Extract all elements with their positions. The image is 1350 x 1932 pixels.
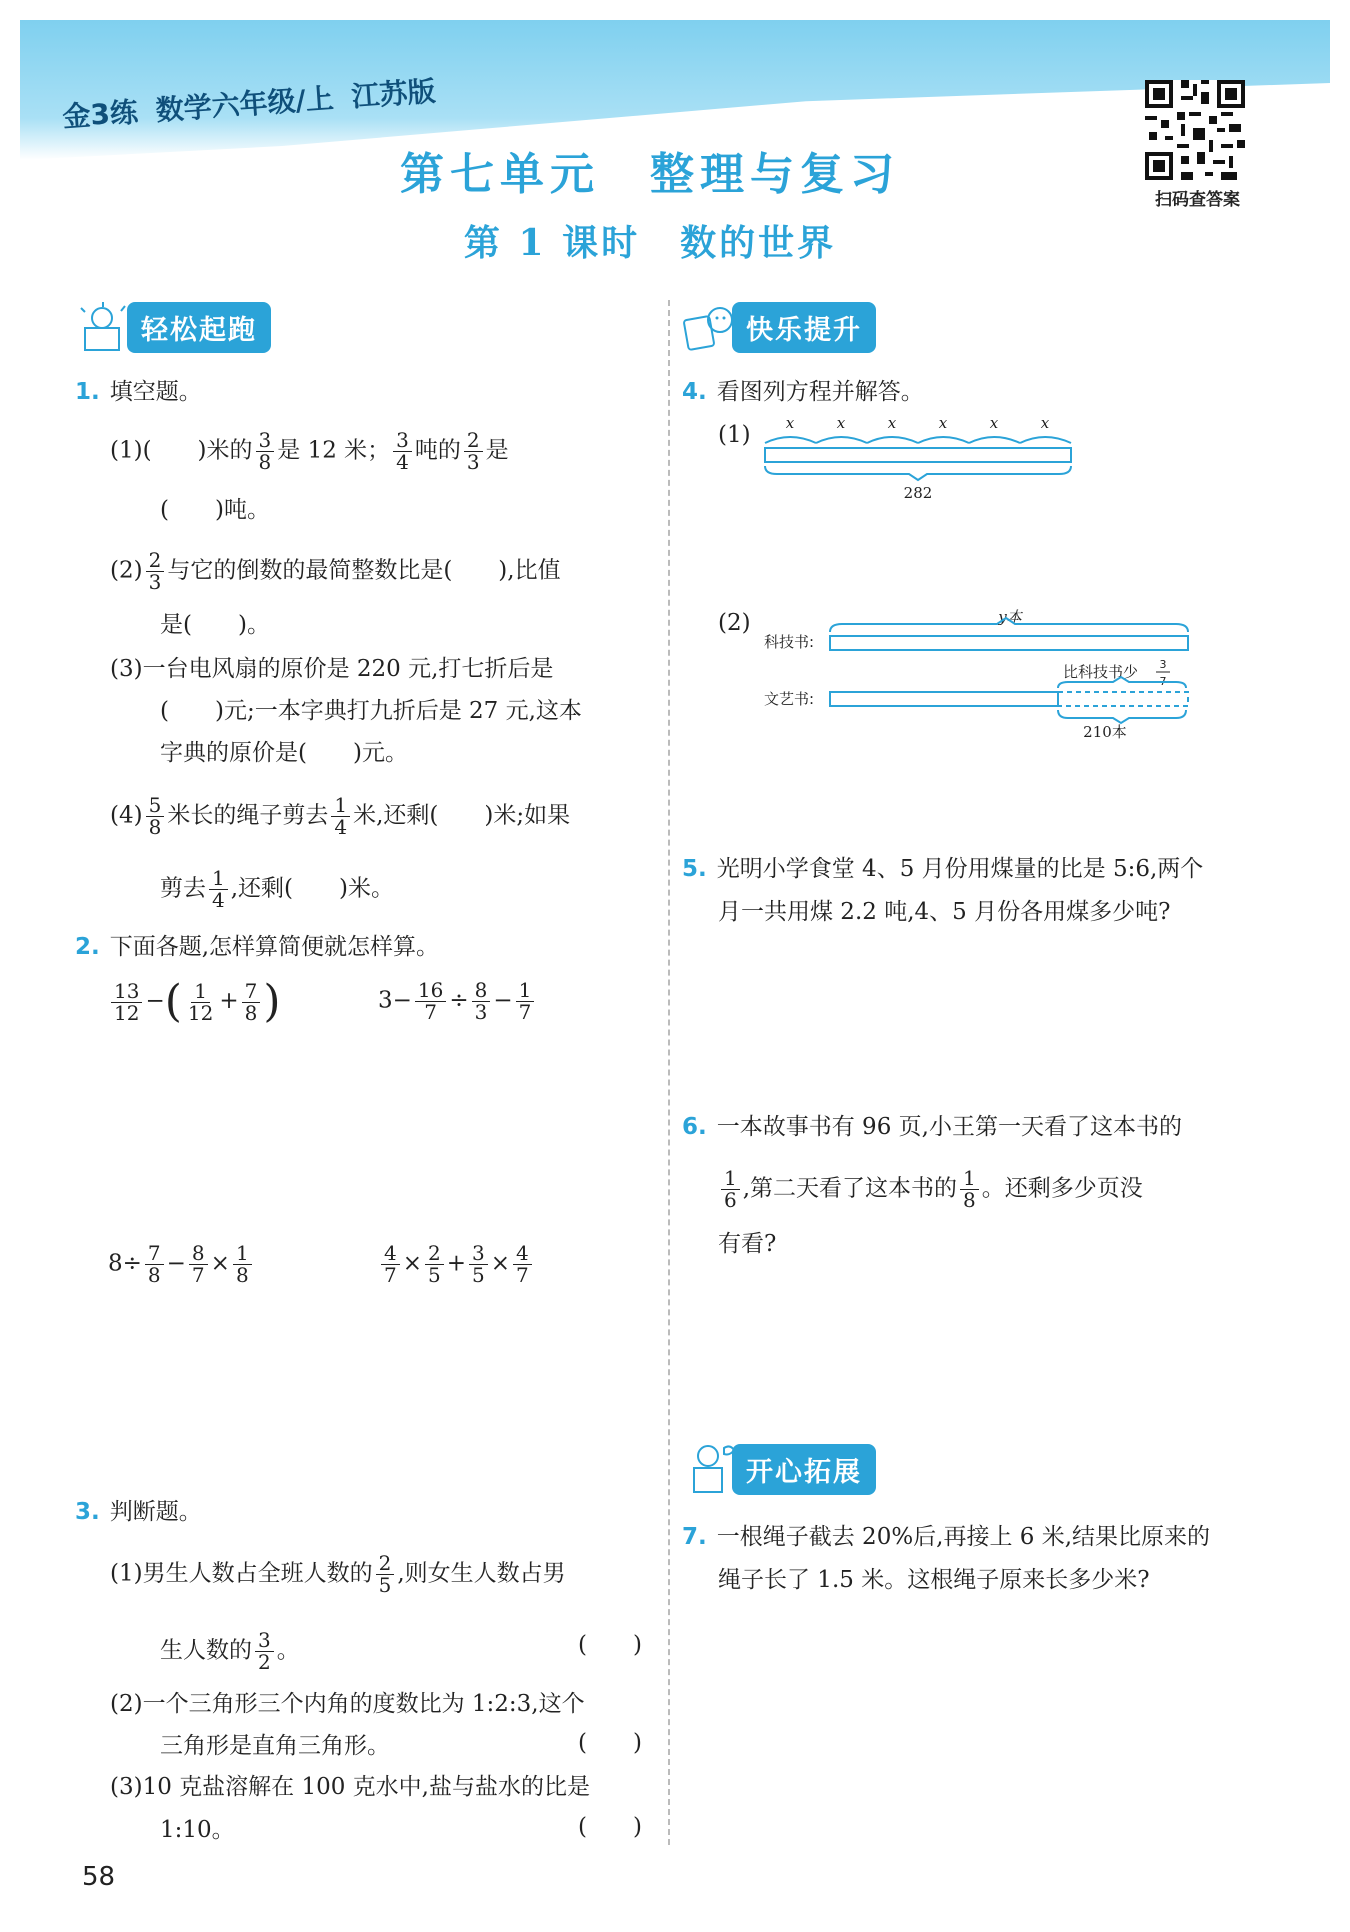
fraction <box>381 1243 400 1286</box>
text: 吨的 <box>414 437 461 464</box>
fraction <box>331 795 350 838</box>
lesson-number: 1 <box>518 222 547 264</box>
answer-blank[interactable]: ( ) <box>578 1814 642 1840</box>
fraction <box>242 978 261 1025</box>
text: 米长的绳子剪去 <box>167 802 329 829</box>
denominator: 7 <box>191 1263 205 1287</box>
q3-stem <box>75 1495 202 1529</box>
var-label: x <box>1040 414 1050 432</box>
fraction <box>513 1243 532 1286</box>
numerator: 7 <box>145 1243 164 1265</box>
denominator: 12 <box>187 1000 214 1025</box>
var-label: x <box>785 414 795 432</box>
q5-line2: 月一共用煤 2.2 吨,4、5 月份各用煤多少吨? <box>718 899 1171 925</box>
numerator: 13 <box>111 981 142 1003</box>
less-fraction-numerator: 3 <box>1159 658 1167 671</box>
q3-part3-line2: 1:10。 <box>160 1817 235 1843</box>
question-text: 一根绳子截去 20%后,再接上 6 米,结果比原来的 <box>716 1524 1211 1550</box>
lesson-title <box>0 215 1300 266</box>
fraction <box>425 1243 444 1286</box>
cartoon-box-icon <box>75 298 133 356</box>
less-fraction-denominator: 7 <box>1159 675 1167 688</box>
q1-part1-cont: ( )吨。 <box>160 497 270 523</box>
q7-line2: 绳子长了 1.5 米。这根绳子原来长多少米? <box>718 1567 1150 1593</box>
fraction <box>469 1243 488 1286</box>
section-title: 开心拓展 <box>732 1444 876 1495</box>
denominator: 8 <box>258 450 272 474</box>
answer-blank[interactable]: ( ) <box>578 1730 642 1756</box>
text: 是 <box>485 437 509 464</box>
unit-title <box>0 138 1300 202</box>
question-number: 5. <box>682 856 707 882</box>
science-label: 科技书: <box>764 633 815 651</box>
lesson-prefix: 第 <box>463 223 503 264</box>
literature-bar <box>830 692 1058 706</box>
question-number: 1. <box>75 379 100 405</box>
q3-part1 <box>110 1553 566 1596</box>
brand-name: 金3练 <box>61 95 140 134</box>
q4-stem <box>682 375 924 409</box>
denominator: 4 <box>212 888 225 912</box>
numerator: 3 <box>255 1630 274 1652</box>
question-text: 判断题。 <box>109 1499 202 1525</box>
denominator: 4 <box>396 450 409 474</box>
q4-diagram1 <box>760 410 1090 500</box>
fraction <box>516 980 535 1023</box>
operator: ÷ <box>449 987 469 1014</box>
q2-expr1: $\frac{13}{12}$ −( $\frac{1}{12}$ + $\frac{7}{8}$ ) <box>108 980 281 1024</box>
numerator: 1 <box>233 1243 252 1265</box>
denominator: 4 <box>334 815 348 839</box>
answer-blank[interactable]: ( ) <box>578 1632 642 1658</box>
denominator: 3 <box>148 570 162 594</box>
question-text: 一本故事书有 96 页,小王第一天看了这本书的 <box>716 1114 1182 1140</box>
section-title: 快乐提升 <box>732 302 876 353</box>
fraction <box>464 430 483 473</box>
denominator: 3 <box>466 450 480 474</box>
numerator: 2 <box>464 430 483 452</box>
book-edition: 江苏版 <box>350 74 437 114</box>
operator: − <box>145 988 165 1014</box>
fraction <box>146 795 165 838</box>
question-number: 7. <box>682 1524 707 1550</box>
numerator: 1 <box>331 795 350 817</box>
denominator: 5 <box>472 1263 485 1287</box>
numerator: 4 <box>513 1243 532 1265</box>
q4-diagram2 <box>760 604 1200 744</box>
denominator: 7 <box>516 1263 529 1287</box>
operator: + <box>446 1250 467 1277</box>
denominator: 3 <box>474 1000 488 1024</box>
text: 与它的倒数的最简整数比是( ),比值 <box>167 557 561 584</box>
cartoon-robot-icon <box>680 1440 738 1498</box>
fraction <box>256 430 275 473</box>
section-warmup <box>75 298 271 356</box>
fraction <box>415 980 446 1023</box>
var-label: x <box>887 414 897 432</box>
numerator: 1 <box>960 1168 979 1190</box>
text: ,则女生人数占男 <box>397 1560 566 1587</box>
question-number: 6. <box>682 1114 707 1140</box>
segment-bar <box>765 448 1071 462</box>
numerator: 1 <box>191 981 210 1003</box>
q2-expr2 <box>378 980 537 1023</box>
q1-part2-cont: 是( )。 <box>160 612 270 638</box>
numerator: 1 <box>721 1168 740 1190</box>
operator: + <box>219 988 239 1014</box>
q3-part2-line2: 三角形是直角三角形。 <box>160 1733 390 1759</box>
operator: 3− <box>378 987 412 1014</box>
book-title: 数学六年级/上 <box>154 81 335 128</box>
text: ,还剩( )米。 <box>230 875 394 902</box>
text: 生人数的 <box>160 1637 252 1664</box>
q1-stem <box>75 375 202 409</box>
operator: 8÷ <box>108 1250 142 1277</box>
numerator: 2 <box>146 550 165 572</box>
numerator: 1 <box>209 868 228 890</box>
q1-part3-line3: 字典的原价是( )元。 <box>160 740 408 766</box>
fraction <box>185 978 216 1025</box>
fraction <box>111 978 142 1025</box>
text: (1)男生人数占全班人数的 <box>110 1560 373 1587</box>
fraction <box>209 868 228 911</box>
q2-expr3 <box>108 1243 255 1286</box>
text: 。 <box>276 1637 300 1664</box>
q6-line3: 有看? <box>718 1231 777 1257</box>
less-label: 比科技书少 <box>1063 663 1139 681</box>
q1-part1 <box>110 430 509 473</box>
numerator: 3 <box>256 430 275 452</box>
denominator: 5 <box>378 1573 392 1597</box>
q2-expr4 <box>378 1243 535 1286</box>
y-label: y本 <box>998 608 1022 626</box>
text: 米,还剩( )米;如果 <box>353 802 571 829</box>
numerator: 7 <box>242 981 261 1003</box>
text: (2) <box>110 557 143 584</box>
total-brace <box>765 466 1071 480</box>
q6-line2 <box>718 1168 1143 1211</box>
cartoon-kid-icon <box>680 298 738 356</box>
fraction <box>721 1168 740 1211</box>
text: 剪去 <box>160 875 206 902</box>
q1-part4-cont <box>160 868 394 911</box>
fraction <box>233 1243 252 1286</box>
text: ,第二天看了这本书的 <box>742 1175 958 1202</box>
denominator: 2 <box>258 1650 271 1674</box>
numerator: 8 <box>472 980 491 1002</box>
operator: − <box>493 987 513 1014</box>
numerator: 5 <box>146 795 165 817</box>
numerator: 2 <box>425 1243 444 1265</box>
question-text: 填空题。 <box>109 379 202 405</box>
question-text: 光明小学食堂 4、5 月份用煤量的比是 5:6,两个 <box>716 856 1204 882</box>
numerator: 2 <box>376 1553 395 1575</box>
denominator: 8 <box>244 1000 258 1025</box>
unit-name: 整理与复习 <box>650 149 900 200</box>
denominator: 7 <box>424 1000 437 1024</box>
numerator: 3 <box>469 1243 488 1265</box>
q4-diagram1-label: (1) <box>718 422 751 448</box>
less-part-bar <box>1058 692 1188 706</box>
operator: × <box>490 1250 511 1277</box>
operator: × <box>210 1250 230 1277</box>
var-label: x <box>938 414 948 432</box>
lesson-unit: 课时 <box>562 223 641 264</box>
section-improve <box>680 298 876 356</box>
question-text: 下面各题,怎样算简便就怎样算。 <box>109 934 440 960</box>
denominator: 12 <box>114 1000 140 1025</box>
q3-part2-line1: (2)一个三角形三个内角的度数比为 1:2:3,这个 <box>110 1691 585 1717</box>
denominator: 8 <box>148 815 162 839</box>
text: 是 12 米； <box>277 437 391 464</box>
q3-part3-line1: (3)10 克盐溶解在 100 克水中,盐与盐水的比是 <box>110 1774 590 1800</box>
q1-part3-line2: ( )元;一本字典打九折后是 27 元,这本 <box>160 698 582 724</box>
fraction <box>472 980 491 1023</box>
denominator: 8 <box>147 1263 161 1287</box>
qr-label: 扫码查答案 <box>1155 190 1240 210</box>
denominator: 7 <box>384 1263 397 1287</box>
total-label: 282 <box>903 484 933 500</box>
section-extend <box>680 1440 876 1498</box>
var-label: x <box>836 414 846 432</box>
denominator: 5 <box>428 1263 441 1287</box>
literature-label: 文艺书: <box>764 690 815 708</box>
total-label: 210本 <box>1083 723 1127 741</box>
q3-part1-cont <box>160 1630 300 1673</box>
science-bar <box>830 636 1188 650</box>
total-brace <box>1058 710 1186 723</box>
numerator: 1 <box>516 980 535 1002</box>
numerator: 8 <box>189 1243 208 1265</box>
question-number: 4. <box>682 379 707 405</box>
text: (4) <box>110 802 143 829</box>
operator: − <box>166 1250 186 1277</box>
fraction <box>189 1243 208 1286</box>
question-number: 2. <box>75 934 100 960</box>
q1-part3-line1: (3)一台电风扇的原价是 220 元,打七折后是 <box>110 656 554 682</box>
numerator: 16 <box>415 980 446 1002</box>
q7-line1 <box>682 1520 1210 1554</box>
denominator: 8 <box>963 1188 976 1212</box>
numerator: 4 <box>381 1243 400 1265</box>
denominator: 8 <box>235 1263 249 1287</box>
denominator: 7 <box>518 1000 532 1024</box>
var-label: x <box>989 414 999 432</box>
segment-braces <box>765 437 1071 443</box>
q5-line1 <box>682 852 1203 886</box>
fraction <box>960 1168 979 1211</box>
fraction <box>145 1243 164 1286</box>
text: 。还剩多少页没 <box>981 1175 1143 1202</box>
question-number: 3. <box>75 1499 100 1525</box>
fraction <box>255 1630 274 1673</box>
text: (1)( )米的 <box>110 437 253 464</box>
page-number: 58 <box>82 1862 116 1892</box>
column-divider <box>668 300 670 1845</box>
lesson-topic: 数的世界 <box>680 223 837 264</box>
unit-number: 第七单元 <box>400 149 600 200</box>
q4-diagram2-label: (2) <box>718 610 751 636</box>
operator: × <box>402 1250 423 1277</box>
q1-part4 <box>110 795 570 838</box>
fraction <box>146 550 165 593</box>
numerator: 3 <box>393 430 412 452</box>
q6-line1 <box>682 1110 1182 1144</box>
fraction <box>376 1553 395 1596</box>
question-text: 看图列方程并解答。 <box>716 379 924 405</box>
q1-part2 <box>110 550 561 593</box>
q2-stem <box>75 930 439 964</box>
denominator: 6 <box>724 1188 737 1212</box>
section-title: 轻松起跑 <box>127 302 271 353</box>
fraction <box>393 430 412 473</box>
